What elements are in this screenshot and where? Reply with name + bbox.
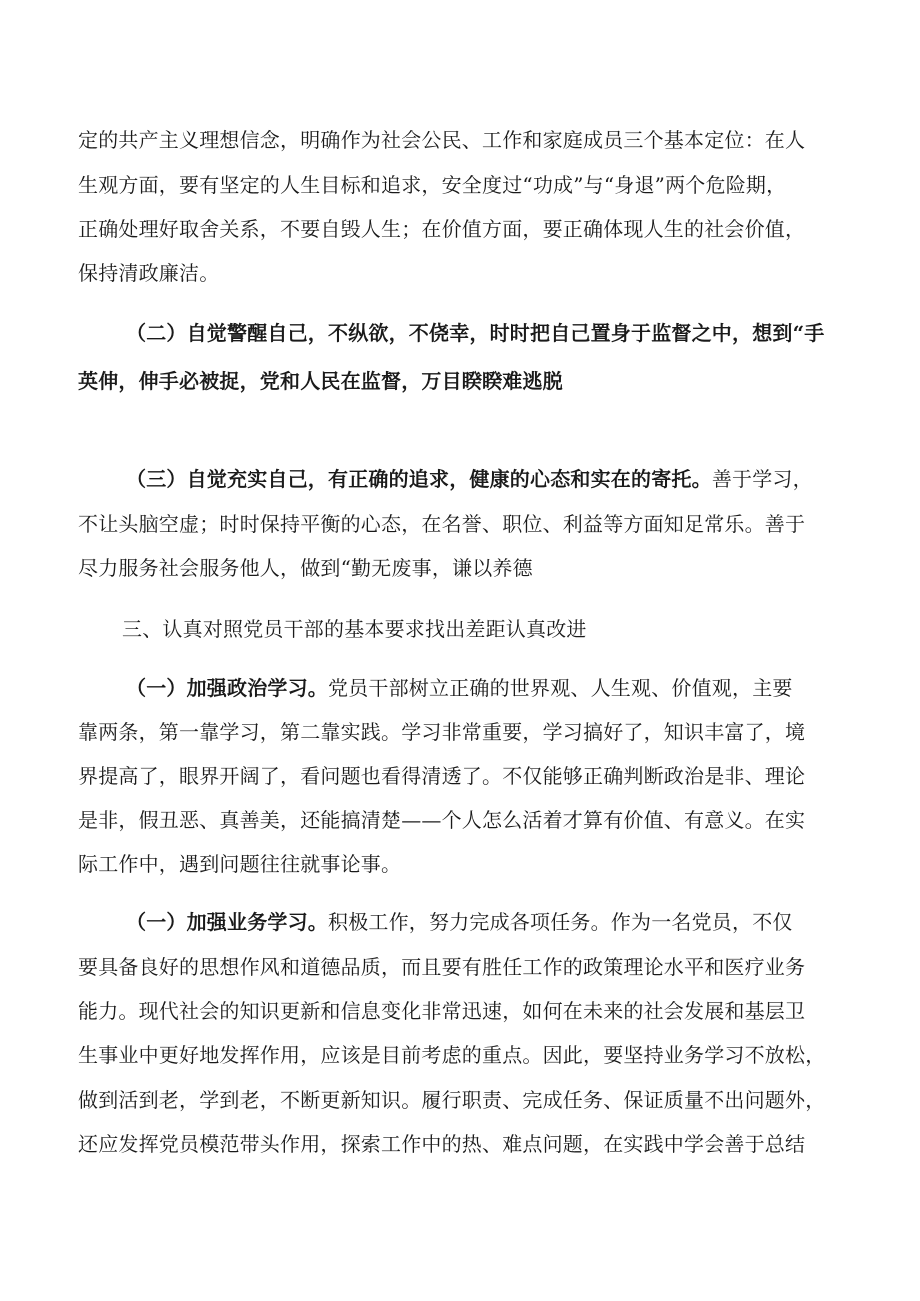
paragraph-3-line-3: 尽力服务社会服务他人，做到“勤无废事，谦以养德 bbox=[78, 556, 533, 580]
paragraph-5-line-1 bbox=[126, 908, 793, 936]
paragraph-5-line-6: 还应发挥党员模范带头作用，探索工作中的热、难点问题，在实践中学会善于总结 bbox=[78, 1132, 806, 1156]
paragraph-4-lead-rest: 党员干部树立正确的世界观、人生观、价值观，主要 bbox=[328, 676, 793, 700]
paragraph-5-line-2: 要具备良好的思想作风和道德品质，而且要有胜任工作的政策理论水平和医疗业务 bbox=[78, 955, 806, 979]
paragraph-3-line-1 bbox=[126, 465, 813, 493]
paragraph-1-line-3: 正确处理好取舍关系，不要自毁人生；在价值方面，要正确体现人生的社会价值， bbox=[78, 217, 806, 241]
paragraph-5-lead-rest: 积极工作，努力完成各项任务。作为一名党员，不仅 bbox=[328, 910, 793, 934]
paragraph-5-line-5: 做到活到老，学到老，不断更新知识。履行职责、完成任务、保证质量不出问题外， bbox=[78, 1088, 826, 1112]
paragraph-3-lead-rest: 善于学习， bbox=[711, 467, 813, 491]
paragraph-1-line-4: 保持清政廉洁。 bbox=[78, 261, 220, 285]
paragraph-5-line-3: 能力。现代社会的知识更新和信息变化非常迅速，如何在未来的社会发展和基层卫 bbox=[78, 999, 806, 1023]
paragraph-4-line-4: 是非，假丑恶、真善美，还能搞清楚——个人怎么活着才算有价值、有意义。在实 bbox=[78, 808, 806, 832]
paragraph-4-line-2: 靠两条，第一靠学习，第二靠实践。学习非常重要，学习搞好了，知识丰富了，境 bbox=[78, 720, 806, 744]
paragraph-2-line-2: 英伸，伸手必被捉，党和人民在监督，万目睽睽难逃脱 bbox=[78, 369, 563, 393]
paragraph-4-line-1 bbox=[126, 674, 793, 702]
paragraph-3-bold-lead: （三）自觉充实自己，有正确的追求，健康的心态和实在的寄托。 bbox=[126, 467, 712, 491]
paragraph-4-bold-lead: （一）加强政治学习。 bbox=[126, 676, 328, 700]
paragraph-4-line-5: 际工作中，遇到问题往往就事论事。 bbox=[78, 852, 402, 876]
paragraph-4-line-3: 界提高了，眼界开阔了，看问题也看得清透了。不仅能够正确判断政治是非、理论 bbox=[78, 764, 806, 788]
section-heading: 三、认真对照党员干部的基本要求找出差距认真改进 bbox=[122, 617, 587, 641]
paragraph-5-bold-lead: （一）加强业务学习。 bbox=[126, 910, 328, 934]
paragraph-3-line-2: 不让头脑空虚；时时保持平衡的心态，在名誉、职位、利益等方面知足常乐。善于 bbox=[78, 512, 806, 536]
paragraph-5-line-4: 生事业中更好地发挥作用，应该是目前考虑的重点。因此，要坚持业务学习不放松， bbox=[78, 1043, 826, 1067]
paragraph-1-line-2: 生观方面，要有坚定的人生目标和追求，安全度过“功成”与“身退”两个危险期， bbox=[78, 173, 787, 197]
paragraph-1-line-1: 定的共产主义理想信念，明确作为社会公民、工作和家庭成员三个基本定位：在人 bbox=[78, 128, 806, 152]
paragraph-2-line-1: （二）自觉警醒自己，不纵欲，不侥幸，时时把自己置身于监督之中，想到“手 bbox=[126, 321, 825, 345]
